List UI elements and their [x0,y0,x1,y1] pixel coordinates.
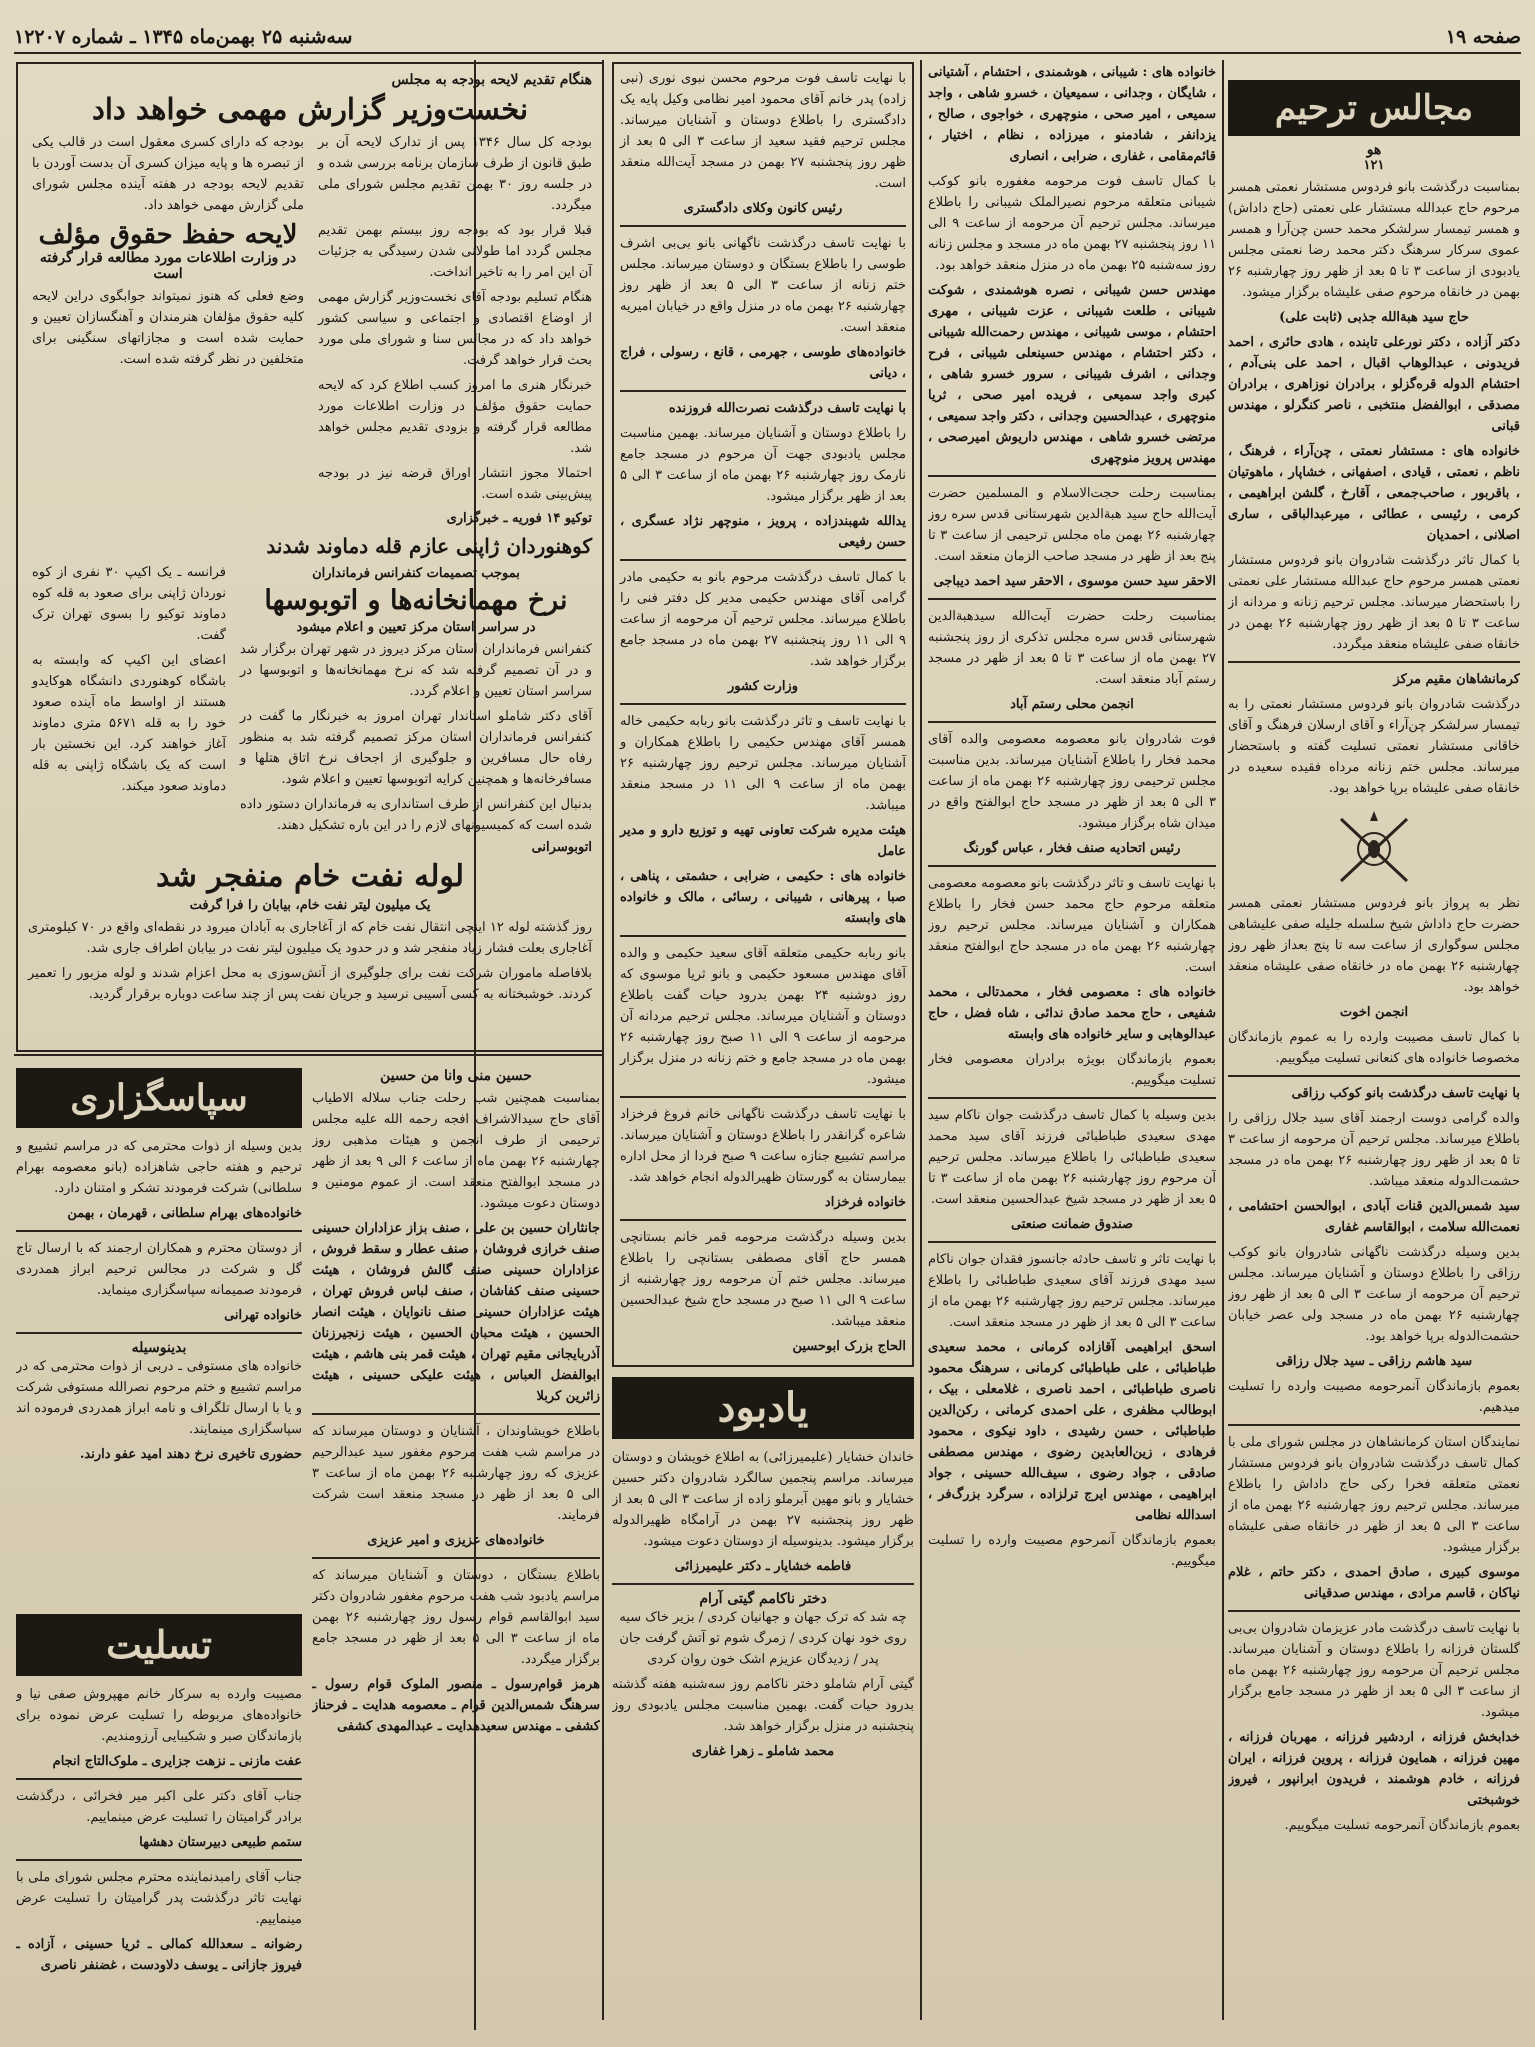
thanks-column [16,1064,302,1684]
notice-sign: حاج سید هبةالله جذبی (ثابت علی) [1279,310,1469,325]
condolence-banner: تسلیت [16,1614,302,1676]
divider [1228,1075,1520,1077]
notice-sign: وزارت کشور [728,679,798,694]
notice-box [612,62,914,1367]
notice-sign: سید هاشم رزاقی ـ سید جلال رزاقی [1275,1354,1473,1369]
hosseini-column [312,1064,600,2024]
copyright-paragraph: احتمالا مجوز انتشار اوراق قرضه نیز در بودجه پیش‌بینی شده است. [318,466,592,502]
notice-paragraph: نظر به پرواز بانو فردوس مستشار نعمتی همسر حضرت حاج داداش شیخ سلسله جلیله صفی علیشاهی مجلس سوگواری از ساعت سه تا پنج بعداز ظهر روز چهارشنبه ۲۶ بهمن ماه در خانقاه صفی علیشاه منعقد خواهد بود. [1228,896,1520,995]
notice-paragraph: با نهایت تاسف درگذشت مادر عزیزمان شادروان بی‌بی گلستان فرزانه را باطلاع دوستان و آشنایان میرساند. مجلس ترحیم آن مرحومه روز چهارشنبه ۲۶ بهمن ماه از ساعت ۳ الی ۵ بعد از ظهر در مسجد جامع برگزار میشود. [1228,1621,1520,1720]
notice-number: ۱۲۱ [1363,158,1385,173]
notice-paragraph: بدین وسیله درگذشت مرحومه قمر خانم بستانچی همسر حاج آقای مصطفی بستانچی را باطلاع میرساند. مجلس ختم آن مرحومه روز چهارشنبه از ساعت ۹ الی ۱۱ صبح در مسجد حاج شیخ عبدالحسین منعقد میباشد. [620,1230,906,1329]
headline: نخست‌وزیر گزارش مهمی خواهد داد [91,92,529,126]
divider [620,225,906,227]
notice-sign: الحاج بزرک ابوحسین [792,1339,906,1354]
memorial-sign: محمد شاملو ـ زهرا غفاری [691,1744,835,1759]
divider [16,1230,302,1232]
budget-paragraph: بودجه کل سال ۱۳۴۶ پس از تدارک لایحه آن بر طبق قانون از طرف سازمان برنامه بررسی شده و در جلسه روز ۳۰ بهمن تقدیم مجلس شورای ملی میگردد. [318,135,593,213]
climbers-headline: کوهنوردان ژاپنی عازم قله دماوند شدند [266,534,592,558]
climbers-paragraph: اعضای این اکیپ که وابسته به باشگاه کوهنوردی دانشگاه هوکایدو هستند از اواسط ماه آینده صعود خود را به قله ۵۶۷۱ متری دماوند آغاز خواهند کرد. این نخستین بار است که یک باشگاه ژاپنی به قله دماوند صعود میکند. [32,653,226,794]
copyright-paragraph: وضع فعلی که هنوز نمیتواند جوابگوی دراین لایحه کلیه حقوق مؤلفان هنرمندان و آهنگسازان تعیین و حمایت شده است و مجازاتهای سنگینی برای متخلفین در نظر گرفته شده است. [32,289,304,367]
mourning-banner: مجالس ترحیم [1228,80,1520,136]
notice-paragraph: با کمال تاسف درگذشت مرحوم بانو به حکیمی مادر گرامی آقای مهندس حکیمی مدیر کل دفتر فنی را باطلاع میرساند. مجلس ترحیم آن مرحومه از ساعت ۹ الی ۱۱ روز پنجشنبه ۲۷ بهمن ماه در مسجد جامع برگزار خواهد شد. [620,570,906,669]
divider [620,390,906,392]
copyright-subhead: در وزارت اطلاعات مورد مطالعه قرار گرفته است [39,250,297,282]
thanks-paragraph: خانواده های مستوفی ـ دربی از ذوات محترمی که در مراسم تشییع و ختم مرحوم نصرالله مستوفی شرکت و یا با ارسال تلگراف و نامه ابراز همدردی فرموده اند سپاسگزاری مینمایند. [16,1359,302,1437]
copyright-headline: لایحه حفظ حقوق مؤلف [38,220,298,250]
notices-column-3 [612,62,914,2022]
pipe-headline: لوله نفت خام منفجر شد [156,859,464,894]
notice-sign: خانواده‌های طوسی ، جهرمی ، قانع ، رسولی ، فراج ، دیانی [620,345,906,381]
divider [620,1096,906,1098]
condolence-sign: رضوانه ـ سعدالله کمالی ـ ثریا حسینی ، آزاده ـ فیروز جازانی ـ یوسف دلاودست ، غضنفر ناصری [16,1937,302,1973]
notice-title: با نهایت تاسف درگذشت بانو کوکب رزاقی [1291,1086,1520,1101]
hosseini-title: حسین منی وانا من حسین [380,1068,532,1084]
news-col-left [32,132,304,532]
copyright-paragraph: خبرنگار هنری ما امروز کسب اطلاع کرد که لایحه حمایت حقوق مؤلف در وزارت اطلاعات مورد مطالعه قرار گرفته و بزودی تقدیم مجلس خواهد شد. [318,378,592,456]
divider [1228,1610,1520,1612]
notice-paragraph: با نهایت تاثر و تاسف حادثه جانسوز فقدان جوان ناکام سید مهدی فرزند آقای سعیدی طباطبائی را باطلاع میرساند. مجلس ترحیم روز چهارشنبه ۲۶ بهمن ماه از ساعت ۳ الی ۵ بعد از ظهر در مسجد منعقد است. [928,1252,1216,1330]
memorial-banner: یادبود [612,1377,914,1439]
condolence-sign: ستمم طبیعی دبیرستان دهشها [139,1835,302,1850]
notice-paragraph: بمناسبت رحلت حجت‌الاسلام و المسلمین حضرت آیت‌الله حاج سید هبةالدین شهرستانی قدس سره روز چهارشنبه ۲۶ بهمن ماه مجلس ترحیمی از ساعت ۳ تا پنج بعد از ظهر در مسجد صاحب الزمان منعقد است. [928,486,1216,564]
divider [312,1557,600,1559]
notice-sign: هیئت مدیره شرکت تعاونی تهیه و توزیع دارو و مدیر عامل [620,823,906,859]
climbers-dateline: توکیو ۱۴ فوریه ـ خبرگزاری [446,511,592,526]
news-col-right [318,132,592,532]
family-list: خانواده های : معصومی فخار ، محمدتالی ، محمد شفیعی ، حاج محمد صادق ندائی ، شاه فضل ، حاج عبدالوهابی و سایر خانواده های وابسته [928,985,1216,1042]
notice-paragraph: با نهایت تاسف درگذشت ناگهانی بانو بی‌بی اشرف طوسی را باطلاع بستگان و دوستان میرساند. مجلس ختم زنانه از ساعت ۳ الی ۵ بعد از ظهر روز چهارشنبه ۲۶ بهمن ماه در منزل واقع در خیابان امیریه منعقد است. [620,236,906,335]
family-list: خانواده های : مستشار نعمتی ، چن‌آراء ، فرهنگ ، ناظم ، نعمتی ، قیادی ، اصفهانی ، خشاپار ، ماهوتیان ، باقربور ، صاحب‌جمعی ، آقارخ ، گلشن ابراهیمی ، کرمی ، رئیسی ، عطائی ، میرعبدالباقی ، ساری اصلانی ، احمدیان [1228,444,1520,543]
notice-paragraph: بدین وسیله درگذشت ناگهانی شادروان بانو کوکب رزاقی را باطلاع دوستان و آشنایان میرساند. مجلس ترحیم آن مرحومه از ساعت ۳ الی ۵ بعد از ظهر روز چهارشنبه ۲۶ بهمن ماه در مسجد ولی عصر خیابان حشمت‌الدوله برپا خواهد بود. [1228,1245,1520,1344]
notice-paragraph: با کمال تاسف مصیبت وارده را به عموم بازماندگان مخصوصا خانواده های کنعانی تسلیت میگوییم. [1228,1030,1520,1066]
pipe-subhead: یک میلیون لیتر نفت خام، بیابان را فرا گرفت [189,898,431,913]
divider [620,703,906,705]
notice-sign: موسوی کبیری ، صادق احمدی ، دکتر حاتم ، غلام نیاکان ، قاسم مرادی ، مهندس صدقیانی [1228,1565,1520,1601]
page-header [14,22,1521,54]
notice-sign: یدالله شهبندزاده ، پرویز ، منوچهر نژاد عسگری ، حسن رفیعی [620,514,906,550]
copyright-paragraph: هنگام تسلیم بودجه آقای نخست‌وزیر گزارش مهمی از اوضاع اقتصادی و اجتماعی و سیاسی کشور خواهد داد که در مجالس سنا و شورای ملی مورد بحث قرار خواهد گرفت. [318,290,592,368]
hosseini-groups: جانثاران حسین بن علی ، صنف بزاز عزاداران حسینی صنف خرازی فروشان ، صنف عطار و سقط فروش ، عزاداران حسینی صنف گالش فروشان ، هیئت حسینی صنف کفاشان ، صنف لباس فروش تهران ، هیئت عزاداران حسینی صنف نانوایان ، هیئت انصار الحسین ، هیئت محبان الحسین ، هیئت زنجیرزنان آذربایجانی مقیم تهران ، هیئت قمر بنی هاشم ، هیئت ابوالفضل العباس ، هیئت علیکی حسینی ، هیئت زائرین کربلا [312,1221,600,1404]
section-rule [14,1054,604,1056]
name-list: دکتر آزاده ، دکتر نورعلی تابنده ، هادی حائری ، احمد فریدونی ، عبدالوهاب اقبال ، احمد علی بنی‌آدم ، احتشام الدوله قره‌گزلو ، برادران نوزاهری ، برادران مصدقی ، ابوالفضل منتخبی ، ناصر کنگرلو ، مهندس قبانی [1228,335,1520,434]
pipe-paragraph: بلافاصله ماموران شرکت نفت برای جلوگیری از آتش‌سوزی به محل اعزام شدند و لوله مزبور را تعمیر کردند. خوشبختانه به کسی آسیبی نرسید و جریان نفت پس از چند ساعت دوباره برقرار گردید. [28,966,592,1002]
budget-paragraph: قبلا قرار بود که بودجه روز بیستم بهمن تقدیم مجلس گردد اما طولانی شدن رسیدگی به جزئیات آن این امر را به تاخیر انداخت. [318,223,592,280]
column-rule [1222,60,1224,2020]
thanks-banner: سپاسگزاری [16,1068,302,1128]
notice-paragraph: والده گرامی دوست ارجمند آقای سید جلال رزاقی را باطلاع میرساند. مجلس ترحیم آن مرحومه از ساعت ۳ تا ۵ بعد از ظهر روز چهارشنبه ۲۶ بهمن ماه در مسجد حشمت‌الدوله منعقد میباشد. [1228,1111,1520,1189]
page-number: صفحه ۱۹ [1445,26,1521,48]
thanks-paragraph: از دوستان محترم و همکاران ارجمند که با ارسال تاج گل و شرکت در مجالس ترحیم ابراز همدردی فرمودند صمیمانه سپاسگزاری مینماید. [16,1241,302,1298]
super-headline: هنگام تقدیم لایحه بودجه به مجلس [391,72,592,88]
divider [16,1859,302,1861]
hosseini-paragraph: باطلاع بستگان ، دوستان و آشنایان میرساند که مراسم یادبود شب هفت مرحوم مغفور شادروان دکتر سید ابوالقاسم قوام رسول روز چهارشنبه ۲۶ بهمن ماه از ساعت ۳ الی ۵ بعد از ظهر در مسجد جامع برگزار میگردد. [312,1568,600,1667]
condolence-paragraph: مصیبت وارده به سرکار خانم مهپروش صفی نیا و خانواده‌های مربوطه را تسلیت عرض نموده برای بازماندگان صبر و شکیبایی آرزومندیم. [16,1687,302,1744]
notice-paragraph: را باطلاع دوستان و آشنایان میرساند. بهمین مناسبت مجلس یادبودی جهت آن مرحوم در مسجد جامع نارمک روز چهارشنبه ۲۶ بهمن ماه از ساعت ۳ الی ۵ بعد از ظهر برگزار میشود. [620,426,906,504]
notice-paragraph: نمایندگان استان کرمانشاهان در مجلس شورای ملی با کمال تاسف درگذشت شادروان بانو فردوس مستشار نعمتی متعلقه فخرا رکی حاج داداش را باطلاع میرساند. مجلس ترحیم روز چهارشنبه ۲۶ بهمن ماه از ساعت ۳ الی ۵ بعد از ظهر در خانقاه صفی علیشاه برگزار میشود. [1228,1435,1520,1555]
memorial-paragraph: خاندان خشایار (علیمیرزائی) به اطلاع خویشان و دوستان میرساند. مراسم پنجمین سالگرد شادروان دکتر حسین خشایار و بانو مهین آبرملو زاده از ساعت ۳ الی ۵ بعد از ظهر روز پنجشنبه ۲۷ بهمن در آرامگاه ظهیرالدوله برگزار میشود. بدینوسیله از دوستان دعوت میشود. [612,1450,914,1549]
bus-headline: نرخ مهمانخانه‌ها و اتوبوسها [264,585,568,616]
hosseini-sign: هرمز قوام‌رسول ـ منصور الملوک قوام رسول ـ سرهنگ شمس‌الدین قوام ـ معصومه هدایت ـ فرحناز کشفی ـ مهندس سعیدهدایت ـ عبدالمهدی کشفی [312,1677,600,1734]
notice-families: خانواده های : حکیمی ، ضرابی ، حشمتی ، پناهی ، صبا ، پیرهانی ، شیبانی ، رسائی ، مالک و خانواده های وابسته [620,869,906,926]
budget-paragraph: بودجه که دارای کسری معقول است در قالب یکی از تبصره ها و پایه میزان کسری آن بدست آوردن با تقدیم لایحه بودجه در هفته آینده مجلس شورای ملی گزارش مهمی خواهد داد. [32,135,304,213]
divider [928,865,1216,867]
notice-paragraph: درگذشت شادروان بانو فردوس مستشار نعمتی را به تیمسار سرلشکر چن‌آراء و آقای ارسلان فرهنگ و آقای خاقانی مستشار نعمتی تسلیت گفته و باستحضار میرساند. مجلس ختم زنانه مرداه فقیده سعیده در خانقاه صفی علیشاه برپا خواهد بود. [1228,697,1520,796]
notice-sign: رئیس کانون وکلای دادگستری [683,201,843,216]
name-list: اسحق ابراهیمی آقازاده کرمانی ، محمد سعیدی طباطبائی ، علی طباطبائی کرمانی ، سرهنگ محمود ناصری طباطبائی ، احمد ناصری ، غلامعلی ، بیک ، ابوطالب مظفری ، علی احمدی کرمانی ، رکن‌الدین طباطبائی ، حسن رشیدی ، داود نیکوی ، محمود فرهادی ، زین‌العابدین رضوی ، مهندس مصطفی صادقی ، جواد رضوی ، سیف‌الله حسینی ، جواد ابراهیمی ، مهندس ایرج ترلزاده ، سرگرد بزرگ‌فر ، اسدالله نظامی [928,1340,1216,1523]
notice-paragraph: بانو ربابه حکیمی متعلقه آقای سعید حکیمی و والده آقای مهندس مسعود حکیمی و بانو ثریا موسوی که روز دوشنبه ۲۴ بهمن بدرود حیات گفت باطلاع دوستان و آشنایان میرساند. مجلس ترحیم مردانه آن مرحومه از ساعت ۹ الی ۱۱ صبح روز چهارشنبه ۲۶ بهمن ماه در مسجد جامع و ختم زنانه در منزل برگزار میشود. [620,946,906,1087]
bus-super-headline: بموجب تصمیمات کنفرانس فرمانداران [312,566,520,581]
poem-title: دختر ناکامم گیتی آرام [699,1591,827,1607]
condolence-paragraph: جناب آقای رامبدنماینده محترم مجلس شورای ملی با نهایت تاثر درگذشت پدر گرامیتان را تسلیت عرض مینماییم. [16,1870,302,1927]
emblem [1228,803,1520,893]
notice-tail: بعموم بازماندگان بویژه برادران معصومی فخار تسلیت میگوییم. [928,1052,1216,1088]
pipe-paragraph: روز گذشته لوله ۱۲ اینچی انتقال نفت خام که از آغاجاری به آبادان میرود در نقطه‌ای واقع در ۷۰ کیلومتری آغاجاری بعلت فشار زیاد منفجر شد و در حدود یک میلیون لیتر نفت در بیابان اطراف جاری شد. [28,920,593,956]
notice-paragraph: با کمال تاسف فوت مرحومه مغفوره بانو کوکب شیبانی متعلقه مرحوم نصیرالملک شیبانی را باطلاع میرساند. مجلس ترحیم آن مرحومه از ساعت ۹ الی ۱۱ روز پنجشنبه ۲۷ بهمن ماه در مسجد و مجلس زنانه روز سه‌شنبه ۲۵ بهمن ماه در منزل منعقد خواهد بود. [928,174,1216,273]
condolence-sign: عفت مازنی ـ نزهت جزایری ـ ملوک‌التاج انجام [52,1754,302,1769]
divider [16,1778,302,1780]
divider [928,1241,1216,1243]
divider [1228,1424,1520,1426]
notice-sign: انجمن اخوت [1339,1005,1409,1020]
notices-column-4 [928,62,1216,2022]
notice-sign: انجمن محلی رستم آباد [1010,697,1134,712]
divider [1228,661,1520,663]
memorial-paragraph: گیتی آرام شاملو دختر ناکامم روز سه‌شنبه هفته گذشته بدرود حیات گفت. بهمین مناسبت مجلس یادبودی روز پنجشنبه در منزل برگزار خواهد شد. [612,1677,914,1734]
notice-paragraph: با نهایت تاسف درگذشت ناگهانی خانم فروغ فرخزاد شاعره گرانقدر را باطلاع دوستان و آشنایان میرساند. مراسم تشییع جنازه ساعت ۹ صبح فردا از محل اداره بیمارستان به گورستان ظهیرالدوله انجام خواهد شد. [620,1107,907,1185]
news-block [16,62,604,1052]
notices-column-5 [1228,62,1520,2022]
memorial-sign: فاطمه خشایار ـ دکتر علیمیرزائی [674,1559,852,1574]
bus-column [240,562,592,855]
hosseini-paragraph: بمناسبت همچنین شب رحلت جناب سلاله الاطیاب آقای حاج سیدالاشراف افجه رحمه الله علیه مجلس ترحیمی از طرف انجمن و هیئات مذهبی روز چهارشنبه ۲۶ بهمن ماه از ساعت ۶ الی ۹ بعد از ظهر در مسجد ابوالفتح منعقد است. از عموم مومنین و دوستان دعوت میشود. [312,1091,600,1211]
condolence-paragraph: جناب آقای دکتر علی اکبر میر فخرائی ، درگذشت برادر گرامیتان را تسلیت عرض مینماییم. [16,1789,302,1825]
notice-title: کرمانشاهان مقیم مرکز [1393,672,1520,687]
divider [928,475,1216,477]
thanks-paragraph: بدین وسیله از ذوات محترمی که در مراسم تشییع و ترحیم و هفته حاجی شاهزاده (بانو معصومه بهرام سلطانی) شرکت فرمودند تشکر و امتنان دارد. [16,1139,302,1196]
notice-paragraph: با نهایت تاسف فوت مرحوم محسن نبوی نوری (نبی زاده) پدر خانم آقای محمود امیر نظامی وکیل پایه یک دادگستری را باطلاع دوستان و آشنایان میرساند. مجلس ترحیم فقید سعید از ساعت ۳ الی ۵ بعد از ظهر روز پنجشنبه ۲۷ بهمن در مسجد آیت‌الله منعقد است. [620,71,906,191]
divider [312,1413,600,1415]
notice-paragraph: بمناسبت درگذشت بانو فردوس مستشار نعمتی همسر مرحوم حاج عبدالله مستشار علی نعمتی (حاج داداش) و همسر تیمسار سرلشکر محمد حسن چن‌آرا و همسر عموی سرکار سرهنگ دکتر محمد رضا نعمتی مجلس یادبودی از ساعت ۳ تا ۵ بعد از ظهر روز چهارشنبه ۲۶ بهمن در خانقاه مرحوم صفی علیشاه برگزار میشود. [1228,180,1520,300]
divider [928,598,1216,600]
issue-line: سه‌شنبه ۲۵ بهمن‌ماه ۱۳۴۵ ـ شماره ۱۲۲۰۷ [14,26,353,48]
hosseini-sign: خانواده‌های عزیزی و امیر عزیزی [367,1533,545,1548]
notice-paragraph: بدین وسیله با کمال تاسف درگذشت جوان ناکام سید مهدی سعیدی طباطبائی فرزند آقای سید محمد سعیدی طباطبائی را باطلاع میرساند. مجلس ترحیم آن مرحوم روز چهارشنبه ۲۶ بهمن ماه از ساعت ۳ تا ۵ بعد از ظهر در مسجد شیخ عبدالحسین منعقد است. [928,1108,1216,1207]
climbers-column [32,562,226,855]
bus-subhead: در سراسر استان مرکز تعیین و اعلام میشود [296,620,536,635]
bus-paragraph: آقای دکتر شاملو استاندار تهران امروز به خبرنگار ما گفت در کنفرانس فرمانداران استان مرکز تصمیم گرفته شد به منظور رفاه حال مسافرین و جلوگیری از اجحاف نرخ اتاق هتلها و مسافرخانه‌ها و همچنین کرایه اتوبوسها تعیین و اعلام شود. [240,709,592,787]
divider [620,1219,906,1221]
family-list: خانواده های : شیبانی ، هوشمندی ، احتشام ، آشتیانی ، شایگان ، وجدانی ، سمیعیان ، خسرو شاهی ، واجد سمیعی ، امیر صحی ، منوچهری ، خواجوی ، صالح ، یزدانفر ، شادمنو ، میرزاده ، نظام ، اختیار ، قائم‌مقامی ، غفاری ، ضرابی ، انصاری [928,65,1216,164]
poem-text: چه شد که ترک جهان و جهانیان کردی / بزیر خاک سیه روی خود نهان کردی / زمرگ شوم تو آتش گرفت جان پدر / زدیدگان عزیزم اشک خون روان کردی [619,1610,907,1667]
notice-paragraph: بمناسبت رحلت حضرت آیت‌الله سیدهبةالدین شهرستانی قدس سره مجلس تذکری از روز پنجشنبه ۲۷ بهمن ماه از ساعت ۳ تا ۵ بعد از ظهر در مسجد رستم آباد منعقد است. [928,609,1216,687]
notice-sign: رئیس اتحادیه صنف فخار ، عباس گورنگ [963,841,1181,856]
notice-sign: خانواده فرخزاد [824,1195,906,1210]
notice-tail: بعموم بازماندگان آنمرحوم مصیبت وارده را تسلیت میگوییم. [928,1533,1216,1569]
notice-sign: سید شمس‌الدین قنات آبادی ، ابوالحسن احتشامی ، نعمت‌الله سلامت ، ابوالقاسم غفاری [1228,1199,1520,1235]
divider [612,1583,914,1585]
hu-line: هو [1366,142,1382,158]
notice-tail: بعموم بازماندگان آنمرحومه تسلیت میگوییم. [1284,1818,1520,1833]
column-rule [920,60,922,2020]
bus-paragraph: بدنبال این کنفرانس از طرف استانداری به فرمانداران دستور داده شده است که کمیسیونهای لازم را در این باره تشکیل دهند. [240,797,592,833]
divider [928,721,1216,723]
thanks-sign: حضوری تاخیری نرخ دهند امید عفو دارند. [79,1447,302,1462]
notice-tail: بعموم بازماندگان آنمرحومه مصیبت وارده را تسلیت میدهیم. [1228,1379,1520,1415]
notice-sign: الاحقر سید حسن موسوی ، الاحقر سید احمد دیباجی [933,574,1216,589]
notice-paragraph: با نهایت تاسف و تاثر درگذشت بانو معصومه معصومی متعلقه مرحوم حاج محمد حسن فخار را باطلاع همکاران و آشنایان میرساند. مجلس ترحیم روز چهارشنبه ۲۶ بهمن ماه در مسجد حاج ابوالفتح منعقد است. [928,876,1216,975]
notice-title: با نهایت تاسف درگذشت نصرت‌الله فروزنده [668,401,906,416]
condolence-column [16,1610,302,2030]
divider [620,935,906,937]
divider [16,1332,302,1334]
climbers-paragraph: فرانسه ـ یک اکیپ ۳۰ نفری از کوه نوردان ژاپنی برای صعود به قله کوه دماوند توکیو را بسوی تهران ترک گفت. [32,565,227,643]
notice-paragraph: فوت شادروان بانو معصومه معصومی والده آقای محمد فخار را باطلاع آشنایان میرساند. بدین مناسبت مجلس ترحیمی روز چهارشنبه ۲۶ بهمن ماه از ساعت ۳ الی ۵ بعد از ظهر در مسجد حاج ابوالفتح واقع در میدان شاه برگزار میشود. [928,732,1216,831]
hosseini-paragraph: باطلاع خویشاوندان ، آشنایان و دوستان میرساند که در مراسم شب هفت مرحوم مغفور سید عبدالرحیم عزیزی که روز چهارشنبه ۲۶ بهمن ماه از ساعت ۳ الی ۵ بعد از ظهر در مسجد منعقد است شرکت فرمایند. [312,1424,600,1523]
thanks-title: بدینوسیله [131,1340,187,1356]
bus-sign: اتوبوسرانی [531,840,592,855]
thanks-sign: خانواده تهرانی [224,1308,302,1323]
notice-paragraph: با نهایت تاسف و تاثر درگذشت بانو ربابه حکیمی خاله همسر آقای مهندس حکیمی را باطلاع همکاران و آشنایان میرساند. مجلس ترحیم روز چهارشنبه ۲۶ بهمن ماه از ساعت ۹ الی ۱۱ در مسجد منعقد میباشد. [620,714,906,813]
family-list: خدابخش فرزانه ، اردشیر فرزانه ، مهربان فرزانه ، مهین فرزانه ، همایون فرزانه ، پروین فرزانه ، ایران فرزانه ، خادم هوشمند ، فریدون ابرانپور ، فیروز خوشبختی [1228,1730,1520,1808]
sufi-emblem-icon [1329,805,1419,891]
bus-paragraph: کنفرانس فرمانداران استان مرکز دیروز در شهر تهران برگزار شد و در آن تصمیم گرفته شد که نرخ مهمانخانه‌ها و اتوبوسها در سراسر استان تعیین و اعلام گردد. [240,642,592,699]
notice-sign: صندوق ضمانت صنعتی [1010,1217,1134,1232]
divider [620,559,906,561]
family-list: مهندس حسن شیبانی ، نصره هوشمندی ، شوکت شیبانی ، طلعت شیبانی ، عزت شیبانی ، مهری احتشام ، موسی شیبانی ، مهندس رحمت‌الله شیبانی ، دکتر احتشام ، مهندس حسینعلی شیبانی ، فرح وجدانی ، اشرف شیبانی ، سرور خسرو شاهی ، کبری واجد سمیعی ، فریده امیر صحی ، ثریا منوچهری ، عبدالحسین وجدانی ، دکتر واجد سمیعی ، مرتضی خسرو شاهی ، مهندس داریوش امیرصحی ، مهندس پرویز منوچهری [928,283,1216,466]
thanks-sign: خانواده‌های بهرام سلطانی ، قهرمان ، بهمن [67,1206,302,1221]
divider [928,1097,1216,1099]
notice-paragraph: با کمال تاثر درگذشت شادروان بانو فردوس مستشار نعمتی همسر مرحوم حاج عبدالله مستشار علی نعمتی را باستحضار میرساند. مجلس ترحیم زنانه و مردانه از ساعت ۳ تا ۵ بعد از ظهر روز چهارشنبه ۲۶ بهمن در خانقاه صفی علیشاه منعقد میگردد. [1228,553,1520,652]
